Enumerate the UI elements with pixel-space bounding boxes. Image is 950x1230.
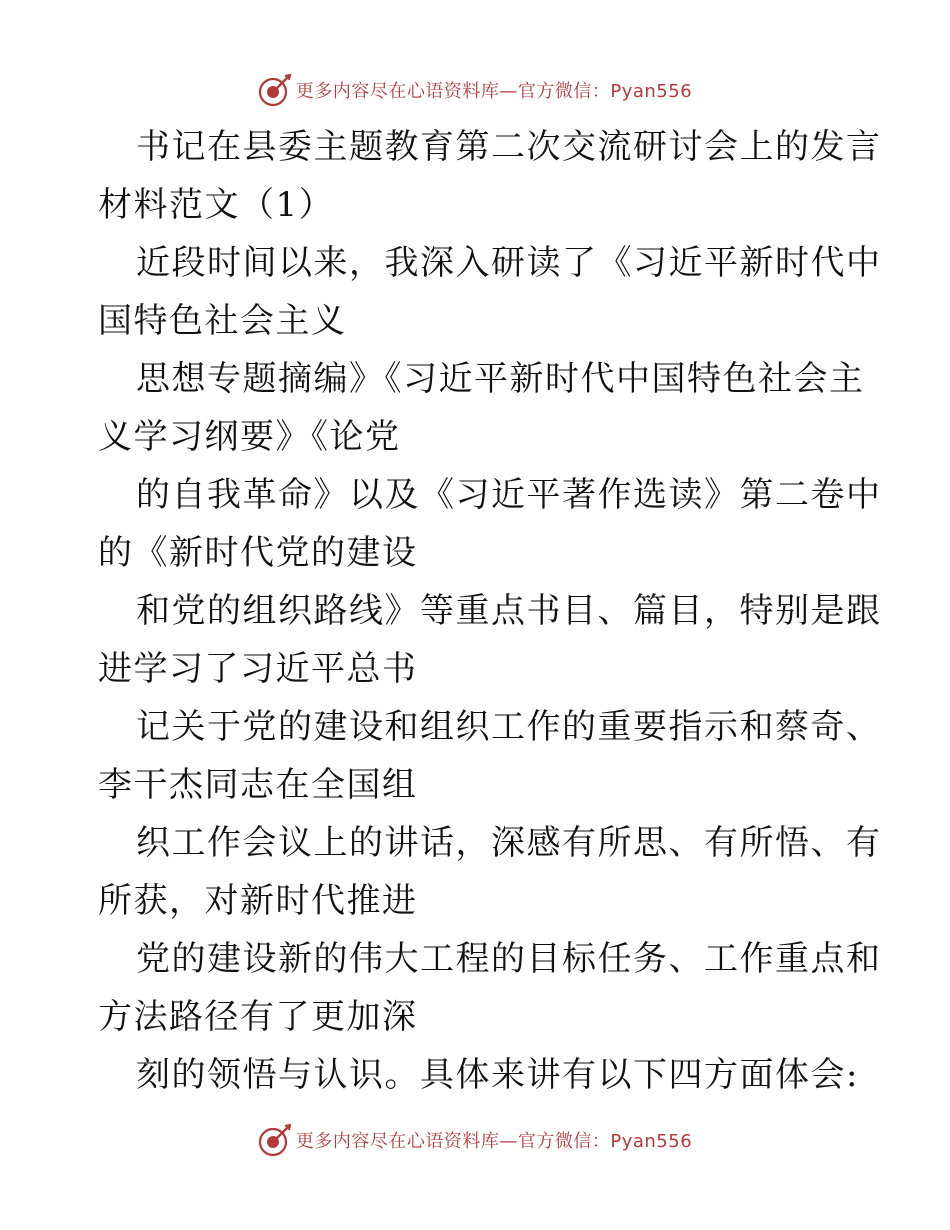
paragraph-9 xyxy=(98,1046,858,1104)
brand-logo-icon xyxy=(258,73,292,107)
line-6b: 李干杰同志在全国组 xyxy=(98,765,418,805)
line-1a: 书记在县委主题教育第二次交流研讨会上的发言 xyxy=(136,127,882,167)
line-9a: 刻的领悟与认识。具体来讲有以下四方面体会: xyxy=(136,1055,859,1095)
header-banner xyxy=(0,70,950,110)
line-5a: 和党的组织路线》等重点书目、篇目，特别是跟 xyxy=(136,591,882,631)
line-3a: 思想专题摘编》《习近平新时代中国特色社会主 xyxy=(136,359,865,399)
footer-banner xyxy=(0,1120,950,1160)
line-3b: 义学习纲要》《论党 xyxy=(98,417,401,457)
header-banner-text: 更多内容尽在心语资料库—官方微信：Pyan556 xyxy=(295,81,693,102)
line-4b: 的《新时代党的建设 xyxy=(98,533,418,573)
line-1b: 材料范文（1） xyxy=(98,185,335,225)
line-8b: 方法路径有了更加深 xyxy=(98,997,418,1037)
line-5b: 进学习了习近平总书 xyxy=(98,649,418,689)
line-7b: 所获，对新时代推进 xyxy=(98,881,418,921)
line-6a: 记关于党的建设和组织工作的重要指示和蔡奇、 xyxy=(136,707,882,747)
document-body xyxy=(98,118,882,1104)
brand-logo-icon xyxy=(258,1123,292,1157)
line-2b: 国特色社会主义 xyxy=(98,301,347,341)
line-7a: 织工作会议上的讲话，深感有所思、有所悟、有 xyxy=(136,823,882,863)
paragraph-4 xyxy=(98,466,882,582)
paragraph-8 xyxy=(98,930,882,1046)
paragraph-5 xyxy=(98,582,882,698)
paragraph-2 xyxy=(98,234,882,350)
line-2a: 近段时间以来，我深入研读了《习近平新时代中 xyxy=(136,243,882,283)
footer-banner-text: 更多内容尽在心语资料库—官方微信：Pyan556 xyxy=(295,1131,693,1152)
paragraph-7 xyxy=(98,814,882,930)
paragraph-3 xyxy=(98,350,865,466)
paragraph-6 xyxy=(98,698,882,814)
line-8a: 党的建设新的伟大工程的目标任务、工作重点和 xyxy=(136,939,882,979)
line-4a: 的自我革命》以及《习近平著作选读》第二卷中 xyxy=(136,475,882,515)
paragraph-1 xyxy=(98,118,882,234)
